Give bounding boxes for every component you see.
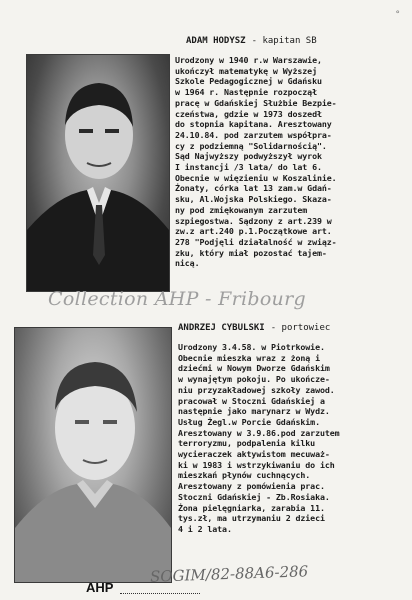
bio-line: następnie jako marynarz w Wydz.	[178, 406, 330, 417]
bio-line: cy z podziemną "Solidarnością".	[175, 140, 327, 151]
bio-line: nicą.	[175, 258, 200, 269]
bio-line: terroryzmu, podpalenia kilku	[178, 438, 316, 449]
collection-watermark: Collection AHP - Fribourg	[48, 288, 306, 310]
bio-line: Sąd Najwyższy podwyższył wyrok	[175, 151, 322, 162]
bio-line: zku, który miał pozostać tajem-	[175, 247, 327, 258]
bio-line: szpiegostwa. Sądzony z art.239 w	[175, 215, 332, 226]
person-name: ANDRZEJ CYBULSKI	[178, 323, 265, 333]
person-bio	[178, 342, 408, 535]
person-role: - portowiec	[270, 323, 331, 333]
portrait-photo-andrzej-cybulski	[14, 327, 172, 583]
bio-line: Szkole Pedagogicznej w Gdańsku	[175, 76, 322, 87]
person-bio	[175, 55, 407, 269]
bio-line: sku, Al.Wojska Polskiego. Skaza-	[175, 194, 332, 205]
portrait-drawing	[15, 328, 171, 582]
portrait-drawing	[27, 55, 169, 291]
bio-line: 278 "Podjęli działalność w związ-	[175, 236, 337, 247]
bio-line: pracował w Stoczni Gdańskiej a	[178, 395, 325, 406]
bio-line: ki w 1983 i wstrzykiwaniu do ich	[178, 459, 335, 470]
bio-line: zw.z art.240 p.1.Początkowe art.	[175, 226, 332, 237]
bio-line: dziećmi w Nowym Dworze Gdańskim	[178, 363, 330, 374]
bio-line: Aresztowany w 3.9.86.pod zarzutem	[178, 427, 340, 438]
bio-line: wycieraczek aktywistom mecuważ-	[178, 449, 330, 460]
handwritten-reference: SOGIM/82-88A6-286	[149, 562, 309, 586]
bio-line: mieszkań płynów cuchnących.	[178, 470, 311, 481]
bio-line: ny pod zmiękowanym zarzutem	[175, 204, 308, 215]
bio-line: 4 i 2 lata.	[178, 523, 232, 534]
person-role: - kapitan SB	[251, 36, 317, 46]
bio-line: w 1964 r. Następnie rozpoczął	[175, 87, 317, 98]
corner-mark: °	[395, 10, 401, 20]
bio-line: Stoczni Gdańskiej - Zb.Rosiaka.	[178, 491, 330, 502]
bio-line: Urodzony 3.4.58. w Piotrkowie.	[178, 342, 325, 352]
bio-line: Usług Żegl.w Porcie Gdańskim.	[178, 416, 320, 427]
bio-line: ukończył matematykę w Wyższej	[175, 65, 317, 76]
bio-line: pracę w Gdańskiej Służbie Bezpie-	[175, 97, 337, 108]
person-heading	[178, 323, 330, 333]
bio-line: Aresztowany z pomówienia prac.	[178, 481, 325, 492]
bio-line: w wynajętym pokoju. Po ukończe-	[178, 374, 330, 385]
bio-line: tys.zł, ma utrzymaniu 2 dzieci	[178, 513, 325, 524]
bio-line: Żona pielęgniarka, zarabia 11.	[178, 502, 325, 513]
portrait-photo-adam-hodysz	[26, 54, 170, 292]
bio-line: niu przyzakładowej szkoły zawod.	[178, 384, 335, 395]
person-heading	[186, 36, 317, 46]
bio-line: I instancji /3 lata/ do lat 6.	[175, 162, 322, 173]
bio-line: Obecnie mieszka wraz z żoną i	[178, 352, 320, 363]
bio-line: do stopnia kapitana. Aresztowany	[175, 119, 332, 130]
dotted-line	[120, 593, 200, 594]
archive-label: AHP	[86, 580, 114, 595]
person-name: ADAM HODYSZ	[186, 36, 246, 46]
bio-line: Żonaty, córka lat 13 zam.w Gdań-	[175, 183, 332, 194]
bio-line: 24.10.84. pod zarzutem współpra-	[175, 129, 332, 140]
bio-line: Obecnie w więzieniu w Koszalinie.	[175, 172, 337, 183]
bio-line: czeństwa, gdzie w 1973 doszedł	[175, 108, 322, 119]
bio-line: Urodzony w 1940 r.w Warszawie,	[175, 55, 322, 65]
